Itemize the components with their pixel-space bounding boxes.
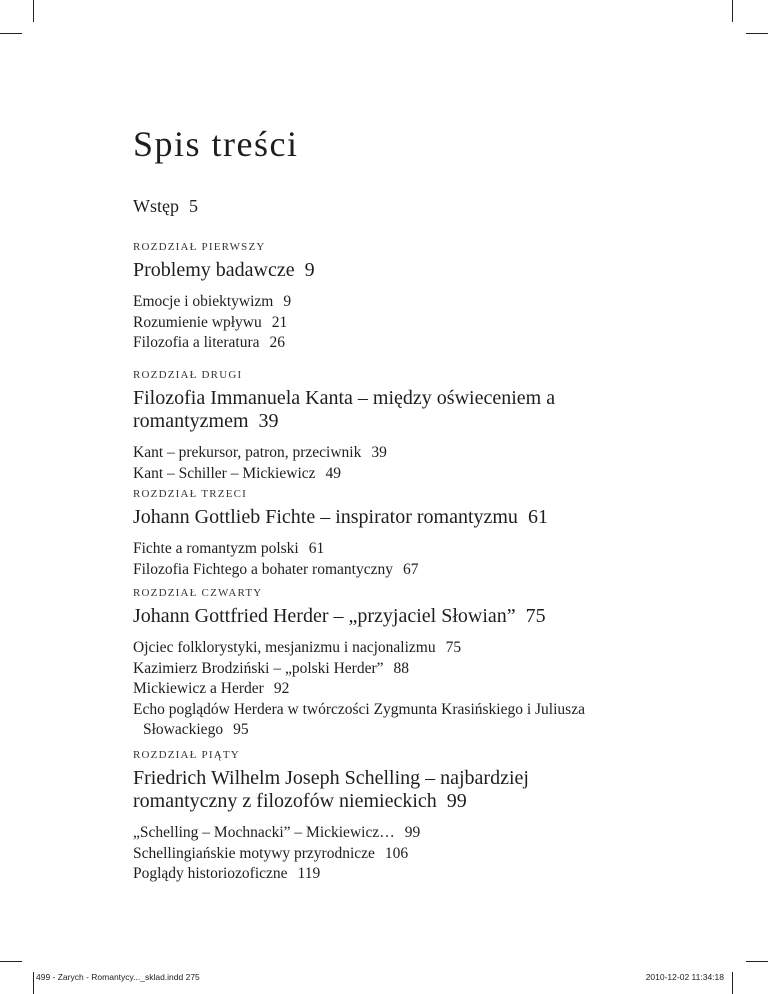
intro-page: 5 bbox=[188, 196, 198, 216]
crop-mark-bottom-right-v bbox=[732, 972, 733, 994]
toc-entry[interactable]: Filozofia a literatura 26 bbox=[133, 334, 286, 351]
chapter-5 bbox=[133, 749, 573, 885]
intro-title: Wstęp bbox=[133, 196, 179, 216]
crop-mark-top-left-v bbox=[33, 0, 34, 22]
toc-entry[interactable]: Schellingiańskie motywy przyrodnicze 106 bbox=[133, 844, 409, 862]
toc-entry[interactable]: Filozofia Fichtego a bohater romantyczny 67 bbox=[133, 560, 419, 578]
chapter-title[interactable]: Johann Gottfried Herder – „przyjaciel Słowian” 75 bbox=[133, 605, 546, 627]
toc-entry[interactable]: Poglądy historiozoficzne 119 bbox=[133, 865, 321, 882]
toc-entry[interactable]: Ojciec folklorystyki, mesjanizmu i nacjonalizmu 75 bbox=[133, 639, 462, 656]
toc-entry[interactable]: Echo poglądów Herdera w twórczości Zygmunta Krasińskiego i Juliusza Słowackiego 95 bbox=[133, 700, 585, 738]
chapter-page: 9 bbox=[304, 259, 315, 281]
toc-entry[interactable]: Fichte a romantyzm polski 61 bbox=[133, 540, 325, 557]
toc-entry[interactable]: Kazimierz Brodziński – „polski Herder” 88 bbox=[133, 659, 409, 677]
chapter-label: ROZDZIAŁ PIĄTY bbox=[133, 749, 240, 761]
chapter-title[interactable]: Problemy badawcze 9 bbox=[133, 259, 315, 281]
toc-entry[interactable]: Mickiewicz a Herder 92 bbox=[133, 680, 290, 697]
crop-mark-bottom-left-h bbox=[0, 961, 22, 962]
toc-entry[interactable]: Rozumienie wpływu 21 bbox=[133, 313, 288, 331]
chapter-title[interactable]: Friedrich Wilhelm Joseph Schelling – najbardziej romantyczny z filozofów niemieckich 99 bbox=[133, 767, 529, 812]
chapter-title[interactable]: Filozofia Immanuela Kanta – między oświeceniem a romantyzmem 39 bbox=[133, 387, 556, 432]
crop-mark-top-right-v bbox=[732, 0, 733, 22]
chapter-2 bbox=[133, 369, 563, 484]
chapter-label: ROZDZIAŁ TRZECI bbox=[133, 488, 248, 500]
footer-file-info: 499 - Zarych - Romantycy..._sklad.indd 275 bbox=[36, 972, 200, 982]
chapter-page: 75 bbox=[525, 605, 546, 627]
chapter-page: 39 bbox=[258, 410, 279, 432]
chapter-label: ROZDZIAŁ PIERWSZY bbox=[133, 241, 266, 253]
toc-entry[interactable]: Kant – Schiller – Mickiewicz 49 bbox=[133, 464, 342, 482]
chapter-label: ROZDZIAŁ CZWARTY bbox=[133, 587, 263, 599]
chapter-label: ROZDZIAŁ DRUGI bbox=[133, 369, 243, 381]
footer-date: 2010-12-02 11:34:18 bbox=[645, 972, 724, 982]
crop-mark-bottom-left-v bbox=[33, 972, 34, 994]
toc-entry[interactable]: Kant – prekursor, patron, przeciwnik 39 bbox=[133, 444, 387, 461]
intro-entry[interactable] bbox=[133, 196, 198, 217]
crop-mark-bottom-right-h bbox=[746, 961, 768, 962]
toc-entry[interactable]: Emocje i obiektywizm 9 bbox=[133, 293, 292, 310]
toc-entry[interactable]: „Schelling – Mochnacki” – Mickiewicz… 99 bbox=[133, 824, 421, 841]
chapter-3 bbox=[133, 488, 733, 580]
chapter-page: 61 bbox=[527, 506, 548, 528]
chapter-page: 99 bbox=[446, 790, 467, 812]
crop-mark-top-left-h bbox=[0, 33, 22, 34]
crop-mark-top-right-h bbox=[746, 33, 768, 34]
chapter-title[interactable]: Johann Gottlieb Fichte – inspirator romantyzmu 61 bbox=[133, 506, 548, 528]
chapter-1 bbox=[133, 241, 733, 354]
chapter-4 bbox=[133, 587, 673, 741]
page-title: Spis treści bbox=[133, 124, 299, 164]
